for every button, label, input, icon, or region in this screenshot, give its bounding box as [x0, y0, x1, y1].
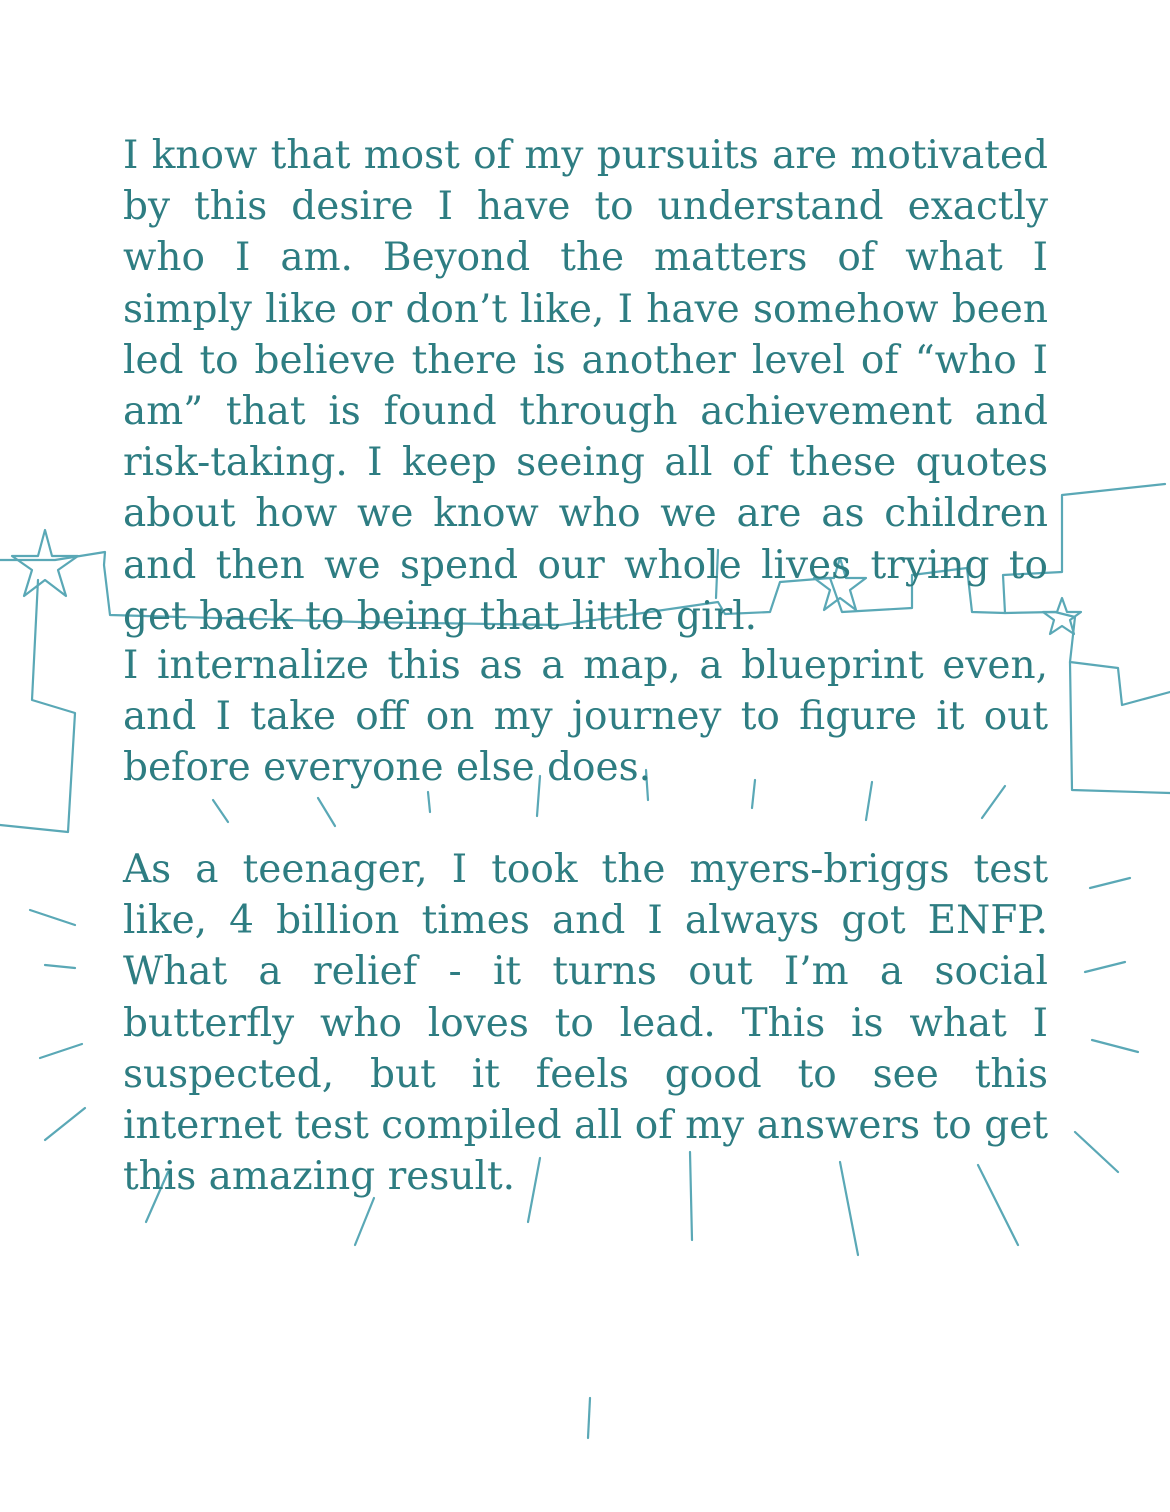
paragraph-intro: I know that most of my pursuits are motivated by this desire I have to understand exactly who I am. Beyond the matters of what I simply like or don’t like, I have somehow been led to believe there is another level of “who I am” that is found through achievement and risk-taking. I keep seeing all of these quotes about how we know who we are as children and then we spend our whole lives trying to get back to being that little girl.: [123, 133, 1048, 639]
ray: [45, 1108, 85, 1140]
star-icon: [12, 530, 78, 596]
ray: [318, 798, 335, 826]
paragraph-map: I internalize this as a map, a blueprint even, and I take off on my journey to figure it out before everyone else does.: [123, 643, 1048, 791]
ray: [428, 792, 430, 812]
left-column-line: [0, 580, 75, 832]
ray: [1075, 1132, 1118, 1172]
skyline-right-column: [1070, 662, 1170, 793]
ray: [355, 1198, 374, 1245]
ray: [45, 965, 75, 968]
ray: [588, 1398, 590, 1438]
ray: [1092, 1040, 1138, 1052]
star-icon: [1043, 598, 1081, 634]
ray: [1085, 962, 1125, 972]
paragraph-myers-briggs: As a teenager, I took the myers-briggs test like, 4 billion times and I always got ENFP. What a relief - it turns out I’m a social butterfly who loves to lead. This is what I suspected, but it feels good to see this internet test compiled all of my answers to get this amazing result.: [123, 847, 1048, 1200]
ray: [213, 800, 228, 822]
ray: [30, 910, 75, 925]
ray: [1090, 878, 1130, 888]
ray: [40, 1044, 82, 1058]
